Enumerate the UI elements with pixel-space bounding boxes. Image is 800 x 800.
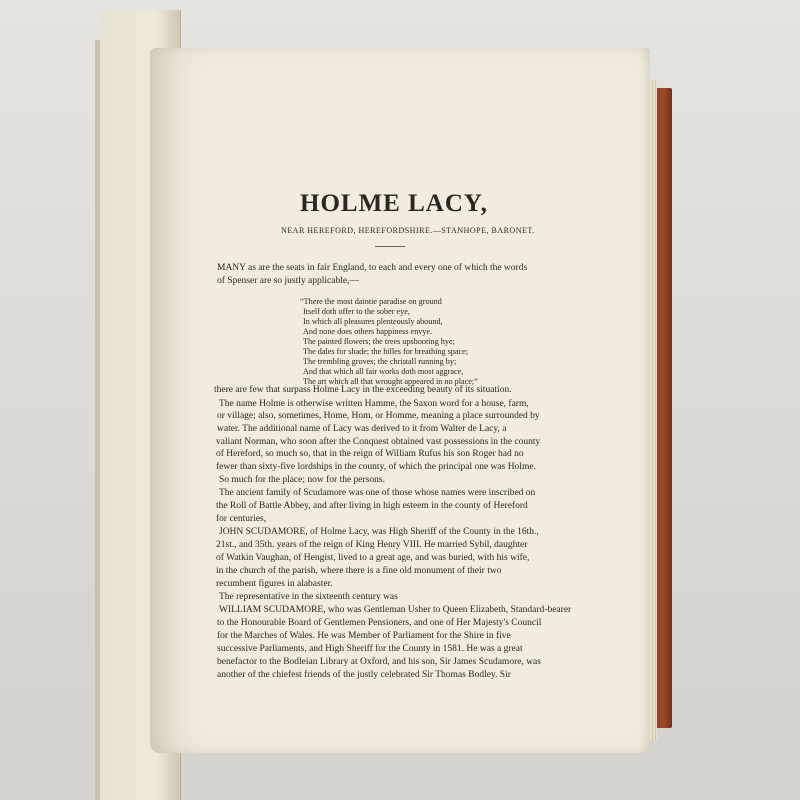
body-line: fewer than sixty-five lordships in the county, of which the principal one was Holme.	[216, 462, 536, 472]
body-line: in the church of the parish, where there is a fine old monument of their two	[216, 566, 502, 576]
body-line: another of the chiefest friends of the justly celebrated Sir Thomas Bodley. Sir	[217, 670, 511, 680]
page-title: HOLME LACY,	[300, 190, 488, 217]
body-line: of Watkin Vaughan, of Hengist, lived to a great age, and was buried, with his wife,	[216, 553, 530, 563]
body-line: recumbent figures in alabaster.	[216, 579, 333, 589]
opening-line: of Spenser are so justly applicable,—	[217, 276, 359, 286]
verse-line: “There the most daintie paradise on ground	[300, 297, 442, 306]
verse-line: The dales for shade; the hilles for breathing space;	[303, 347, 469, 356]
body-line: of Hereford, so much so, that in the reign of William Rufus his son Roger had no	[216, 449, 524, 459]
verse-line: And none does others happiness envye.	[303, 327, 433, 336]
opening-line: MANY as are the seats in fair England, to each and every one of which the words	[217, 263, 528, 273]
verse-line: The painted flowers; the trees upshooting hye;	[303, 337, 455, 346]
verse-line: In which all pleasures plenteously abound,	[303, 317, 443, 326]
verse-line: The art which all that wrought appeared in no place;”	[303, 377, 478, 386]
body-line: WILLIAM SCUDAMORE, who was Gentleman Usher to Queen Elizabeth, Standard-bearer	[219, 605, 572, 615]
body-line: successive Parliaments, and High Sheriff for the County in 1581. He was a great	[217, 644, 523, 654]
body-line: for the Marches of Wales. He was Member of Parliament for the Shire in five	[217, 631, 511, 641]
body-line: JOHN SCUDAMORE, of Holme Lacy, was High Sheriff of the County in the 16th.,	[219, 527, 539, 537]
body-line: to the Honourable Board of Gentlemen Pensioners, and one of Her Majesty's Council	[217, 618, 542, 628]
body-line: benefactor to the Bodleian Library at Oxford, and his son, Sir James Scudamore, was	[217, 657, 541, 667]
body-line: The name Holme is otherwise written Hamme, the Saxon word for a house, farm,	[219, 399, 529, 409]
body-line: The ancient family of Scudamore was one of those whose names were inscribed on	[219, 488, 536, 498]
body-line: or village; also, sometimes, Home, Hom, or Homme, meaning a place surrounded by	[217, 411, 540, 421]
body-line: 21st., and 35th. years of the reign of King Henry VIII. He married Sybil, daughter	[216, 540, 528, 550]
body-line: the Roll of Battle Abbey, and after living in high esteem in the county of Hereford	[216, 501, 528, 511]
body-line: water. The additional name of Lacy was derived to it from Walter de Lacy, a	[217, 424, 507, 434]
page-subtitle: NEAR HEREFORD, HEREFORDSHIRE.—STANHOPE, BARONET.	[281, 226, 535, 235]
body-line: valiant Norman, who soon after the Conquest obtained vast possessions in the county	[216, 437, 541, 447]
body-line: The representative in the sixteenth century was	[219, 592, 398, 602]
body-line: for centuries,	[216, 514, 267, 524]
divider-rule	[375, 246, 405, 247]
body-line: there are few that surpass Holme Lacy in the exceeding beauty of its situation.	[214, 385, 512, 395]
body-line: So much for the place; now for the persons.	[219, 475, 385, 485]
verse-line: The trembling groves; the christall running by;	[303, 357, 457, 366]
verse-line: And that which all fair works doth most aggrace,	[303, 367, 464, 376]
verse-line: Itself doth offer to the sober eye,	[303, 307, 410, 316]
